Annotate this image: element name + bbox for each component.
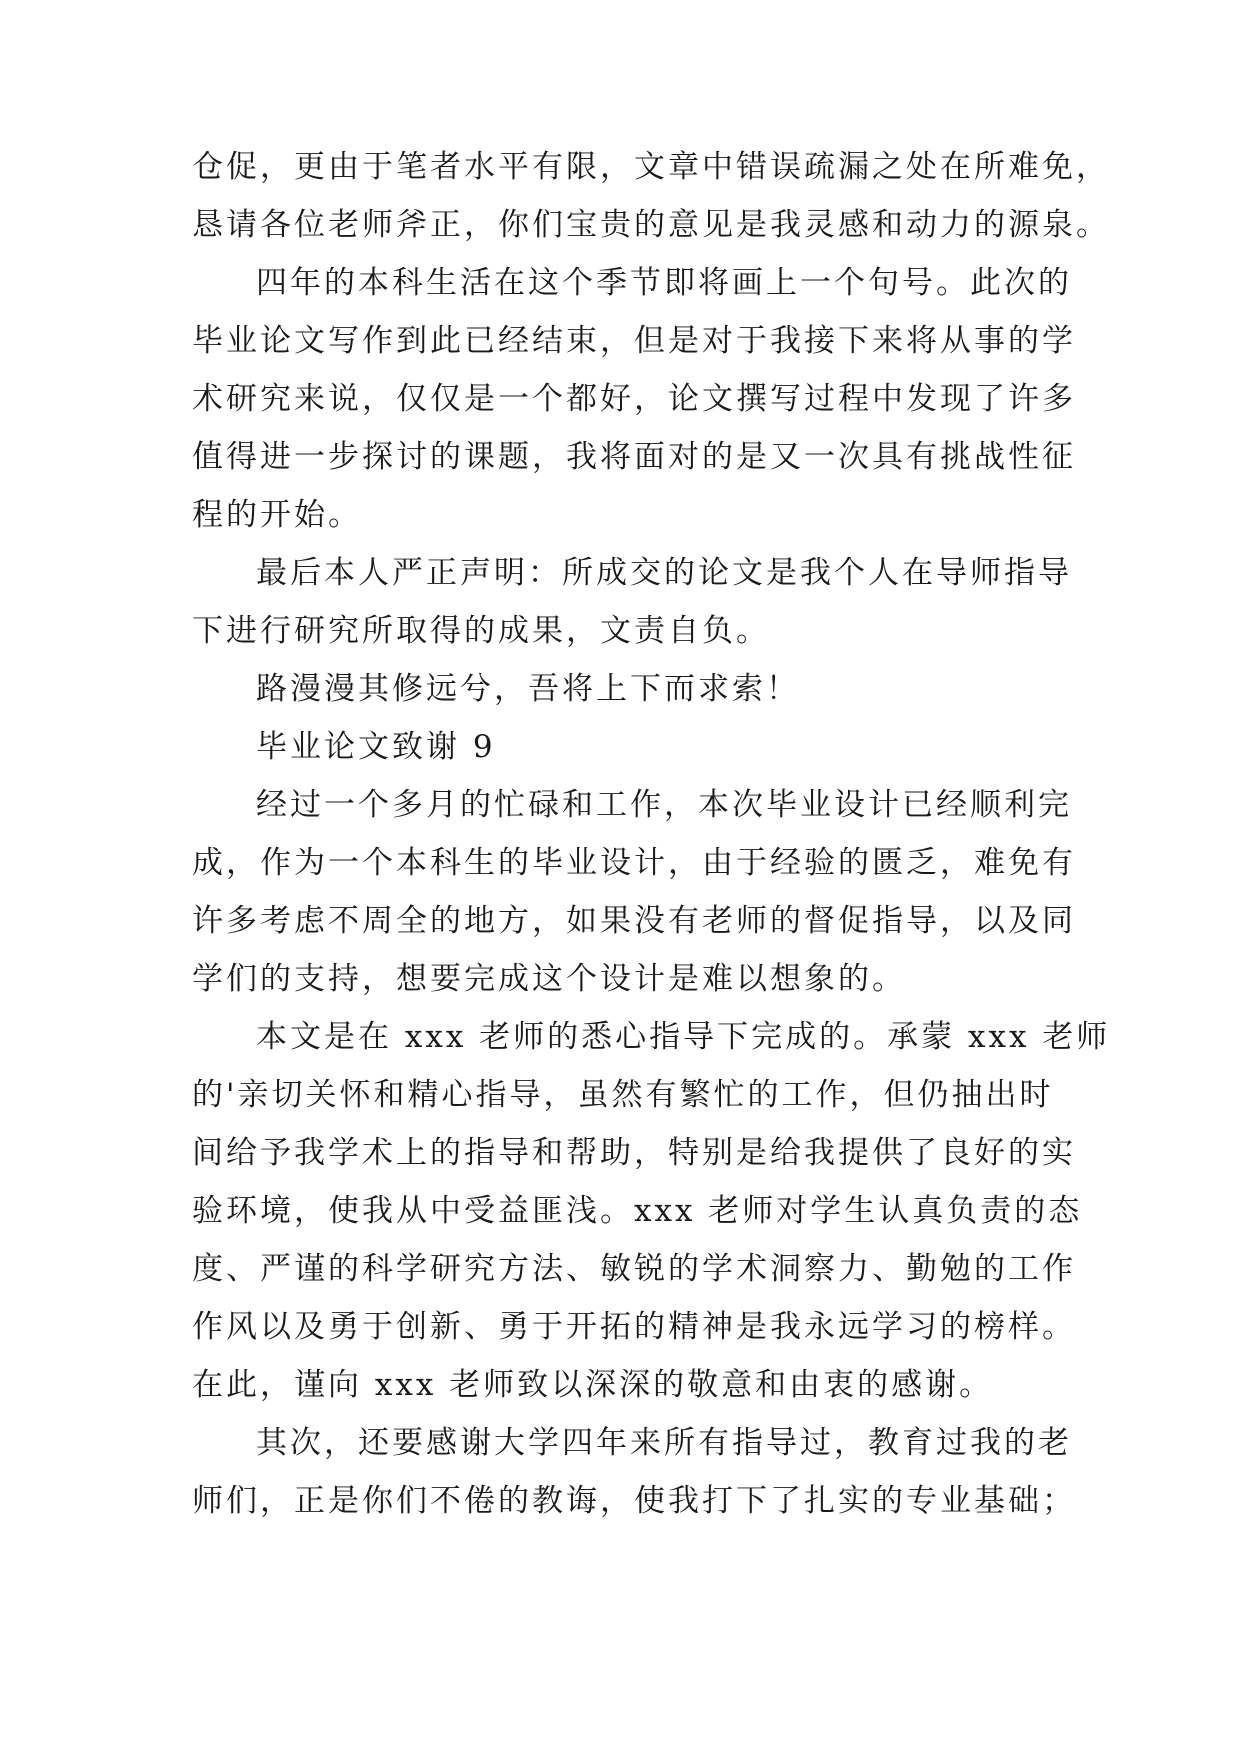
text-line: 最后本人严正声明：所成交的论文是我个人在导师指导 — [256, 555, 1072, 591]
text-line: 四年的本科生活在这个季节即将画上一个句号。此次的 — [256, 265, 1072, 301]
text-line: 师们，正是你们不倦的教诲，使我打下了扎实的专业基础； — [192, 1483, 1076, 1519]
text-line: 度、严谨的科学研究方法、敏锐的学术洞察力、勤勉的工作 — [192, 1251, 1076, 1287]
document-body — [192, 138, 1111, 1530]
text-line: 毕业论文写作到此已经结束，但是对于我接下来将从事的学 — [192, 323, 1076, 359]
section-heading: 毕业论文致谢 9 — [256, 729, 496, 765]
text-line: 在此，谨向 xxx 老师致以深深的敬意和由衷的感谢。 — [192, 1367, 994, 1403]
text-line: 值得进一步探讨的课题，我将面对的是又一次具有挑战性征 — [192, 439, 1076, 475]
text-line: 恳请各位老师斧正，你们宝贵的意见是我灵感和动力的源泉。 — [192, 207, 1110, 243]
text-line: 下进行研究所取得的成果，文责自负。 — [192, 613, 770, 649]
text-line: 的'亲切关怀和精心指导，虽然有繁忙的工作，但仍抽出时 — [192, 1077, 1054, 1113]
text-line: 术研究来说，仅仅是一个都好，论文撰写过程中发现了许多 — [192, 381, 1076, 417]
text-line: 其次，还要感谢大学四年来所有指导过，教育过我的老 — [256, 1425, 1072, 1461]
text-line: 成，作为一个本科生的毕业设计，由于经验的匮乏，难免有 — [192, 845, 1076, 881]
text-line: 本文是在 xxx 老师的悉心指导下完成的。承蒙 xxx 老师 — [256, 1019, 1111, 1055]
text-line: 学们的支持，想要完成这个设计是难以想象的。 — [192, 961, 906, 997]
text-line: 间给予我学术上的指导和帮助，特别是给我提供了良好的实 — [192, 1135, 1076, 1171]
text-line: 仓促，更由于笔者水平有限，文章中错误疏漏之处在所难免， — [192, 149, 1110, 185]
text-line: 验环境，使我从中受益匪浅。xxx 老师对学生认真负责的态 — [192, 1193, 1083, 1229]
text-line: 路漫漫其修远兮，吾将上下而求索！ — [256, 671, 800, 707]
text-line: 许多考虑不周全的地方，如果没有老师的督促指导，以及同 — [192, 903, 1076, 939]
text-line: 作风以及勇于创新、勇于开拓的精神是我永远学习的榜样。 — [192, 1309, 1076, 1345]
text-line: 程的开始。 — [192, 497, 362, 533]
text-line: 经过一个多月的忙碌和工作，本次毕业设计已经顺利完 — [256, 787, 1072, 823]
